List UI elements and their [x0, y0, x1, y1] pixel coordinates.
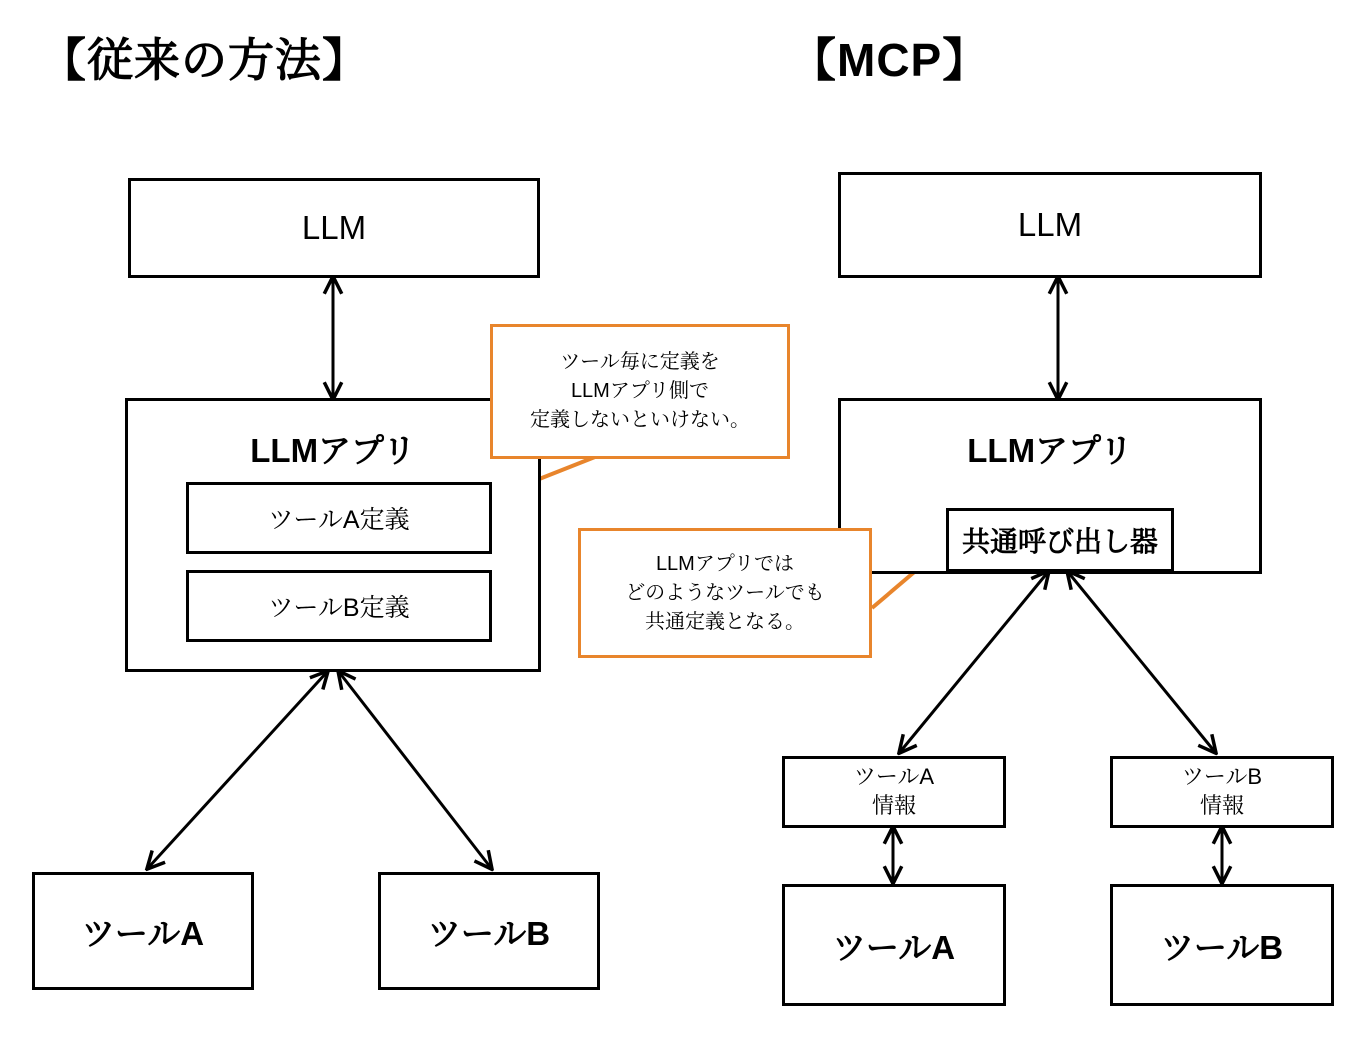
left-tool-b-label: ツールB: [427, 914, 551, 952]
left-llm-box: [128, 178, 540, 278]
right-tool-b-info-box: [1110, 756, 1334, 828]
right-tool-a-info-line2: 情報: [871, 793, 916, 818]
right-tool-a-info-line1: ツールA: [853, 764, 935, 790]
right-common-caller-label: 共通呼び出し器: [961, 526, 1158, 557]
left-llm-label: LLM: [301, 209, 367, 246]
right-tool-a-label: ツールA: [832, 928, 956, 966]
right-callout-line2: どのようなツールでも: [625, 581, 825, 604]
right-common-caller-box: [946, 508, 1174, 572]
left-callout-line1: ツール毎に定義を: [560, 351, 720, 373]
right-llm-box: [838, 172, 1262, 278]
right-tool-a-box: [782, 884, 1006, 1006]
left-callout: [490, 324, 790, 459]
right-callout-line1: LLMアプリでは: [655, 552, 795, 575]
left-tool-a-definition-label: ツールA定義: [268, 506, 410, 534]
right-callout: [578, 528, 872, 658]
left-tool-a-definition-box: [186, 482, 492, 554]
right-llm-app-label: LLMアプリ: [967, 432, 1133, 469]
right-tool-b-info-line1: ツールB: [1181, 764, 1263, 790]
right-section-heading: 【MCP】: [790, 34, 990, 86]
left-tool-a-box: [32, 872, 254, 990]
right-tool-b-label: ツールB: [1160, 928, 1284, 966]
left-callout-line2: LLMアプリ側で: [570, 380, 710, 402]
left-tool-a-label: ツールA: [81, 914, 205, 952]
left-llm-app-label: LLMアプリ: [250, 432, 416, 469]
left-callout-line3: 定義しないといけない。: [530, 409, 750, 431]
left-tool-b-definition-label: ツールB定義: [268, 594, 410, 622]
right-tool-b-info-line2: 情報: [1199, 793, 1244, 818]
right-llm-label: LLM: [1017, 206, 1083, 243]
left-tool-b-box: [378, 872, 600, 990]
right-tool-a-info-box: [782, 756, 1006, 828]
right-callout-line3: 共通定義となる。: [645, 610, 805, 633]
right-tool-b-box: [1110, 884, 1334, 1006]
left-tool-b-definition-box: [186, 570, 492, 642]
left-section-heading: 【従来の方法】: [40, 34, 369, 86]
